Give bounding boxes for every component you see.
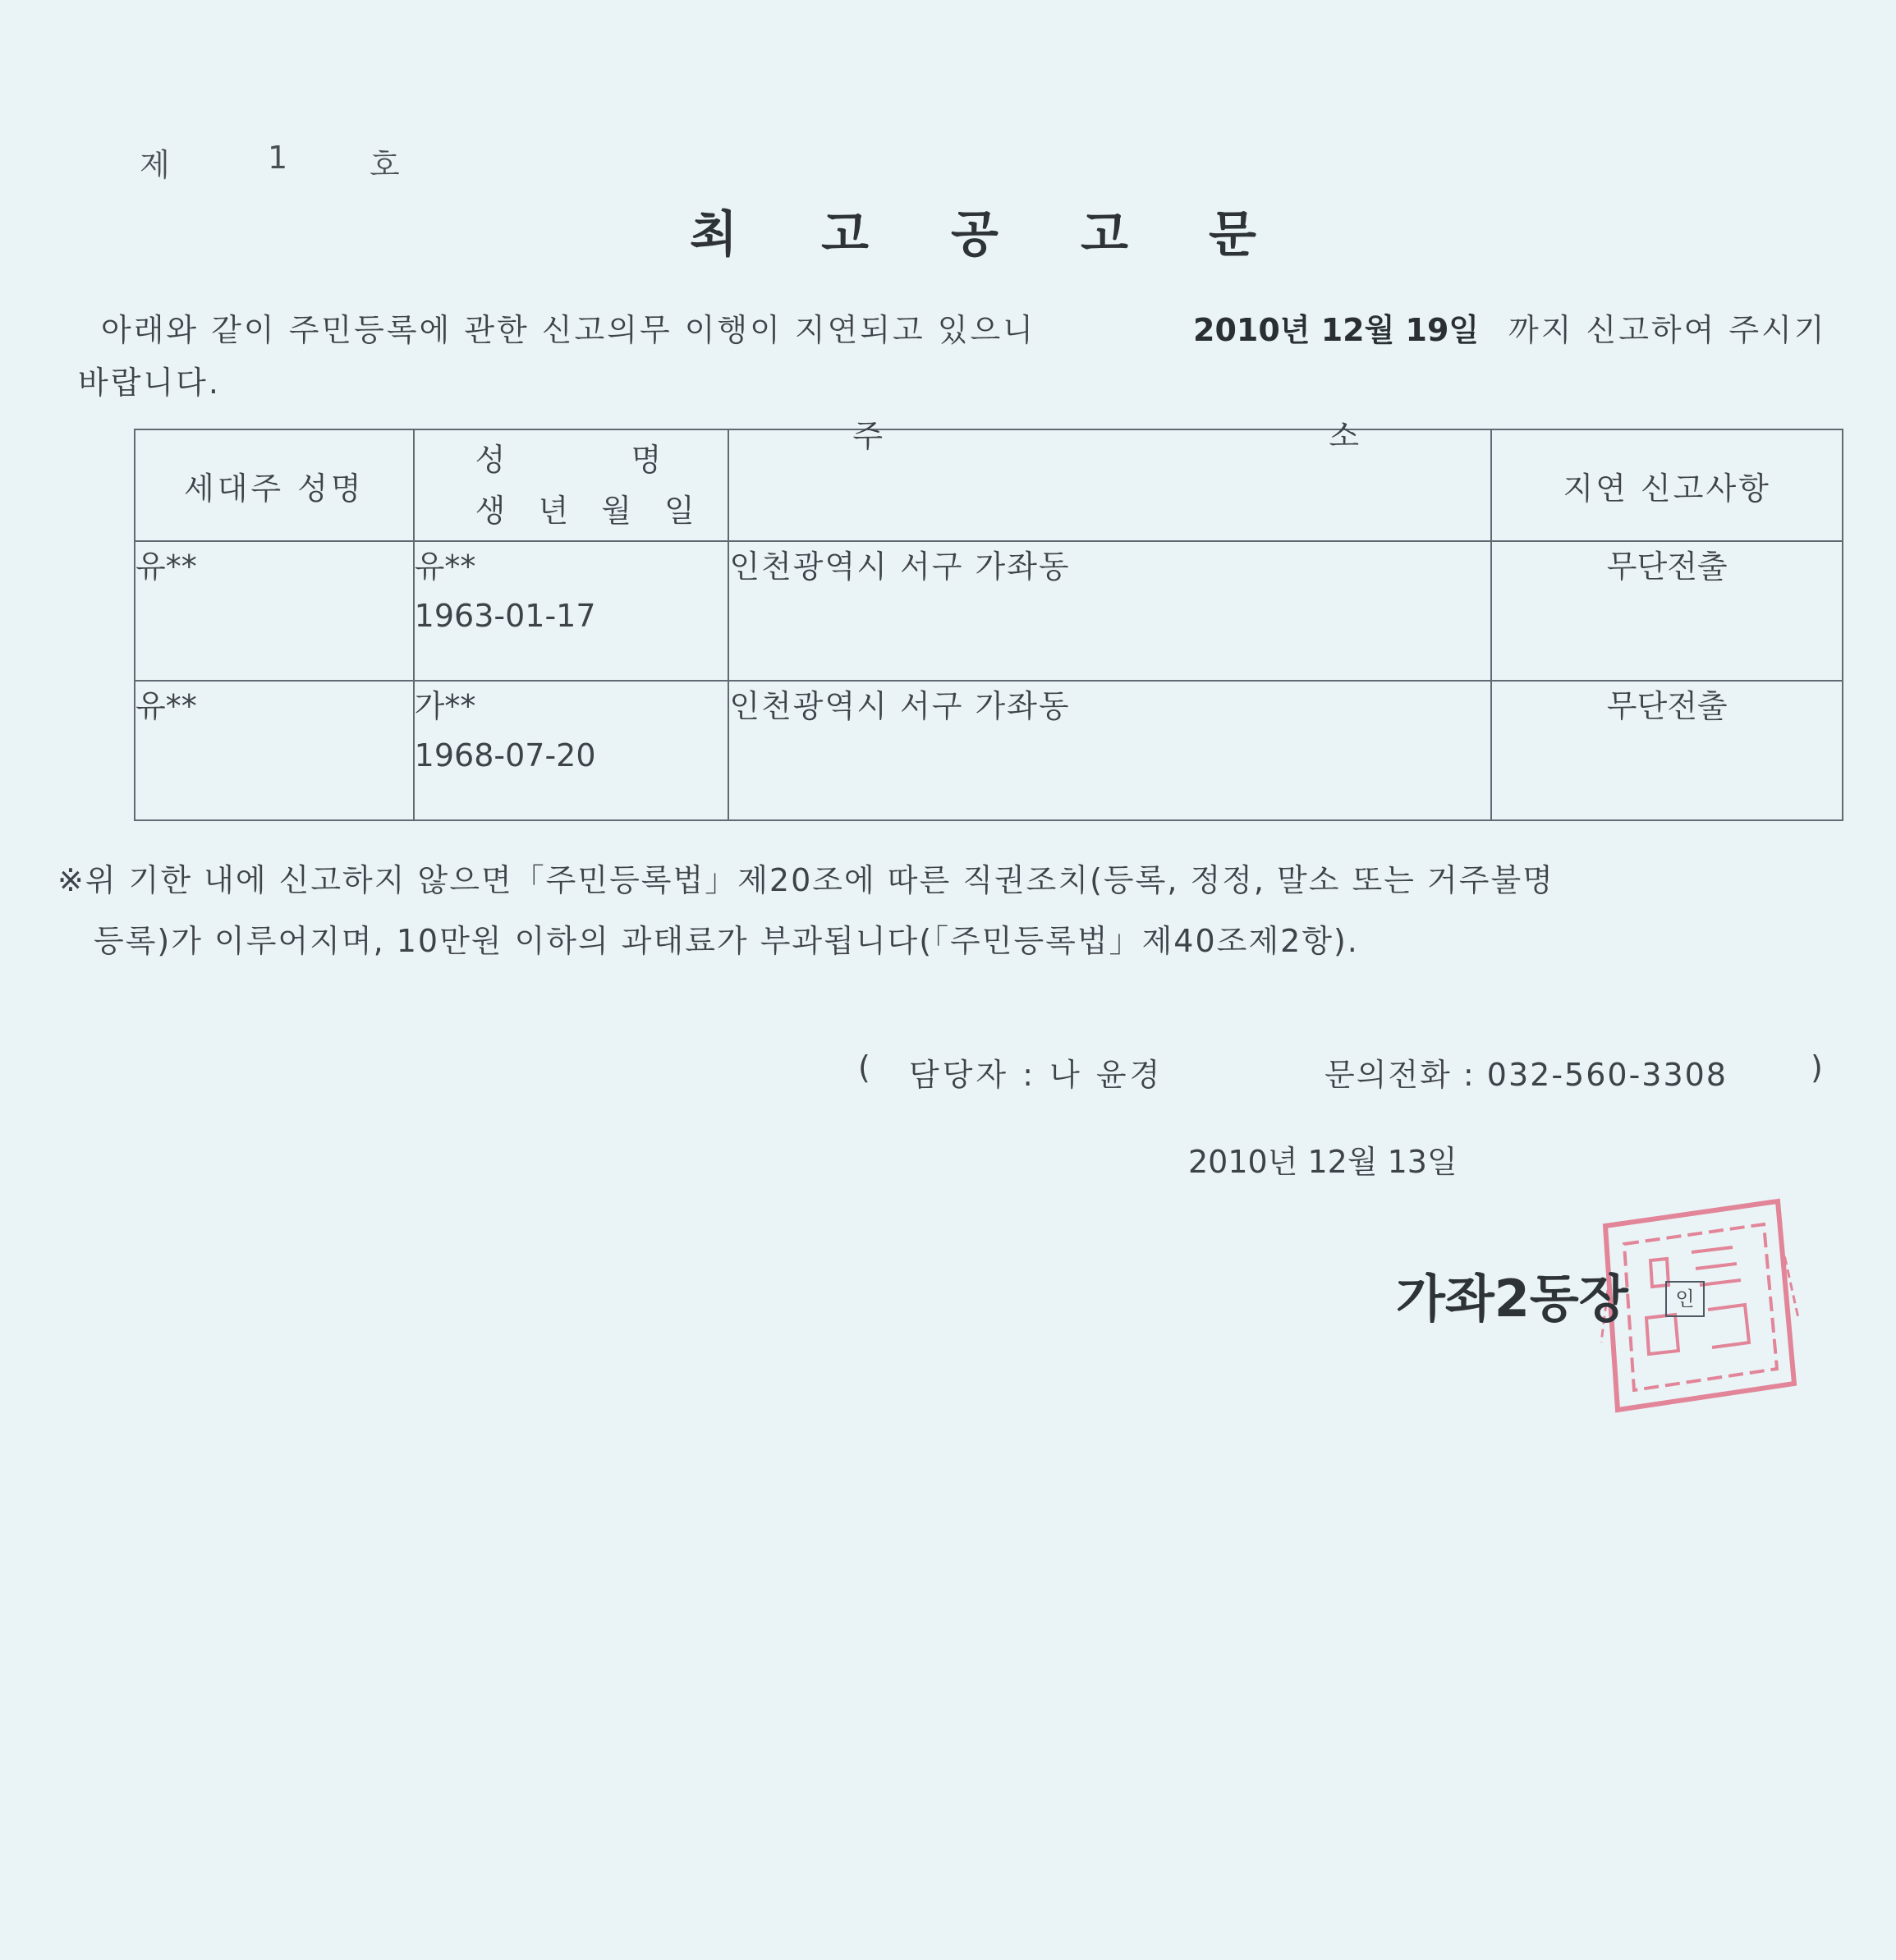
title-char: 최: [690, 206, 737, 264]
table-header-row: [135, 429, 1843, 541]
intro-text-end: 바랍니다.: [78, 365, 221, 401]
seal-mark: 인: [1665, 1281, 1705, 1317]
issue-date: 2010년 12월 13일: [1188, 1144, 1458, 1180]
cell-address: 인천광역시 서구 가좌동: [728, 541, 1491, 681]
legal-note-line: 등록)가 이루어지며, 10만원 이하의 과태료가 부과됩니다(「주민등록법」제40조제2항).: [94, 923, 1359, 959]
header-address: [728, 418, 1491, 541]
cell-name-birth: [414, 681, 729, 820]
cell-overdue: 무단전출: [1491, 681, 1843, 820]
title-char: 고: [821, 206, 869, 264]
title-char: 문: [1209, 206, 1256, 264]
header-overdue: 지연 신고사항: [1491, 429, 1843, 541]
header-householder: 세대주 성명: [135, 429, 414, 541]
document-number-prefix: 제: [140, 147, 170, 183]
header-name-char: 성: [475, 442, 506, 478]
contact-person: 담당자 : 나 윤경: [909, 1057, 1164, 1093]
document-number-suffix: 호: [370, 147, 400, 183]
table-row: [135, 681, 1843, 820]
cell-overdue: 무단전출: [1491, 541, 1843, 681]
title-char: 공: [951, 206, 998, 264]
header-name-char: 명: [631, 442, 662, 478]
cell-name: 가**: [414, 688, 476, 724]
header-name-birth: [414, 429, 729, 541]
title-char: 고: [1081, 206, 1128, 264]
notice-table: [134, 418, 1843, 821]
cell-birth: 1968-07-20: [414, 737, 596, 773]
cell-address: 인천광역시 서구 가좌동: [728, 681, 1491, 820]
cell-householder: 유**: [135, 681, 414, 820]
cell-name-birth: [414, 541, 729, 681]
cell-name: 유**: [414, 549, 476, 585]
header-address-char: 소: [1329, 418, 1360, 454]
cell-householder: 유**: [135, 541, 414, 681]
contact-phone: 문의전화 : 032-560-3308: [1324, 1057, 1728, 1093]
intro-text: 아래와 같이 주민등록에 관한 신고의무 이행이 지연되고 있으니: [101, 312, 1035, 348]
header-birth: 생 년 월 일: [475, 493, 706, 529]
header-address-char: 주: [852, 418, 884, 454]
legal-note-line: ※위 기한 내에 신고하지 않으면「주민등록법」제20조에 따른 직권조치(등록, 정정, 말소 또는 거주불명: [57, 862, 1554, 898]
deadline-date: 2010년 12월 19일: [1193, 312, 1480, 348]
document-number-value: 1: [268, 140, 288, 176]
issuer-name: 가좌2동장: [1396, 1269, 1628, 1329]
intro-text-continued: 까지 신고하여 주시기: [1508, 312, 1827, 348]
contact-open-paren: (: [858, 1049, 870, 1086]
legal-note: [57, 850, 1554, 971]
contact-close-paren: ): [1811, 1049, 1823, 1086]
table-row: [135, 541, 1843, 681]
cell-birth: 1963-01-17: [414, 598, 596, 634]
